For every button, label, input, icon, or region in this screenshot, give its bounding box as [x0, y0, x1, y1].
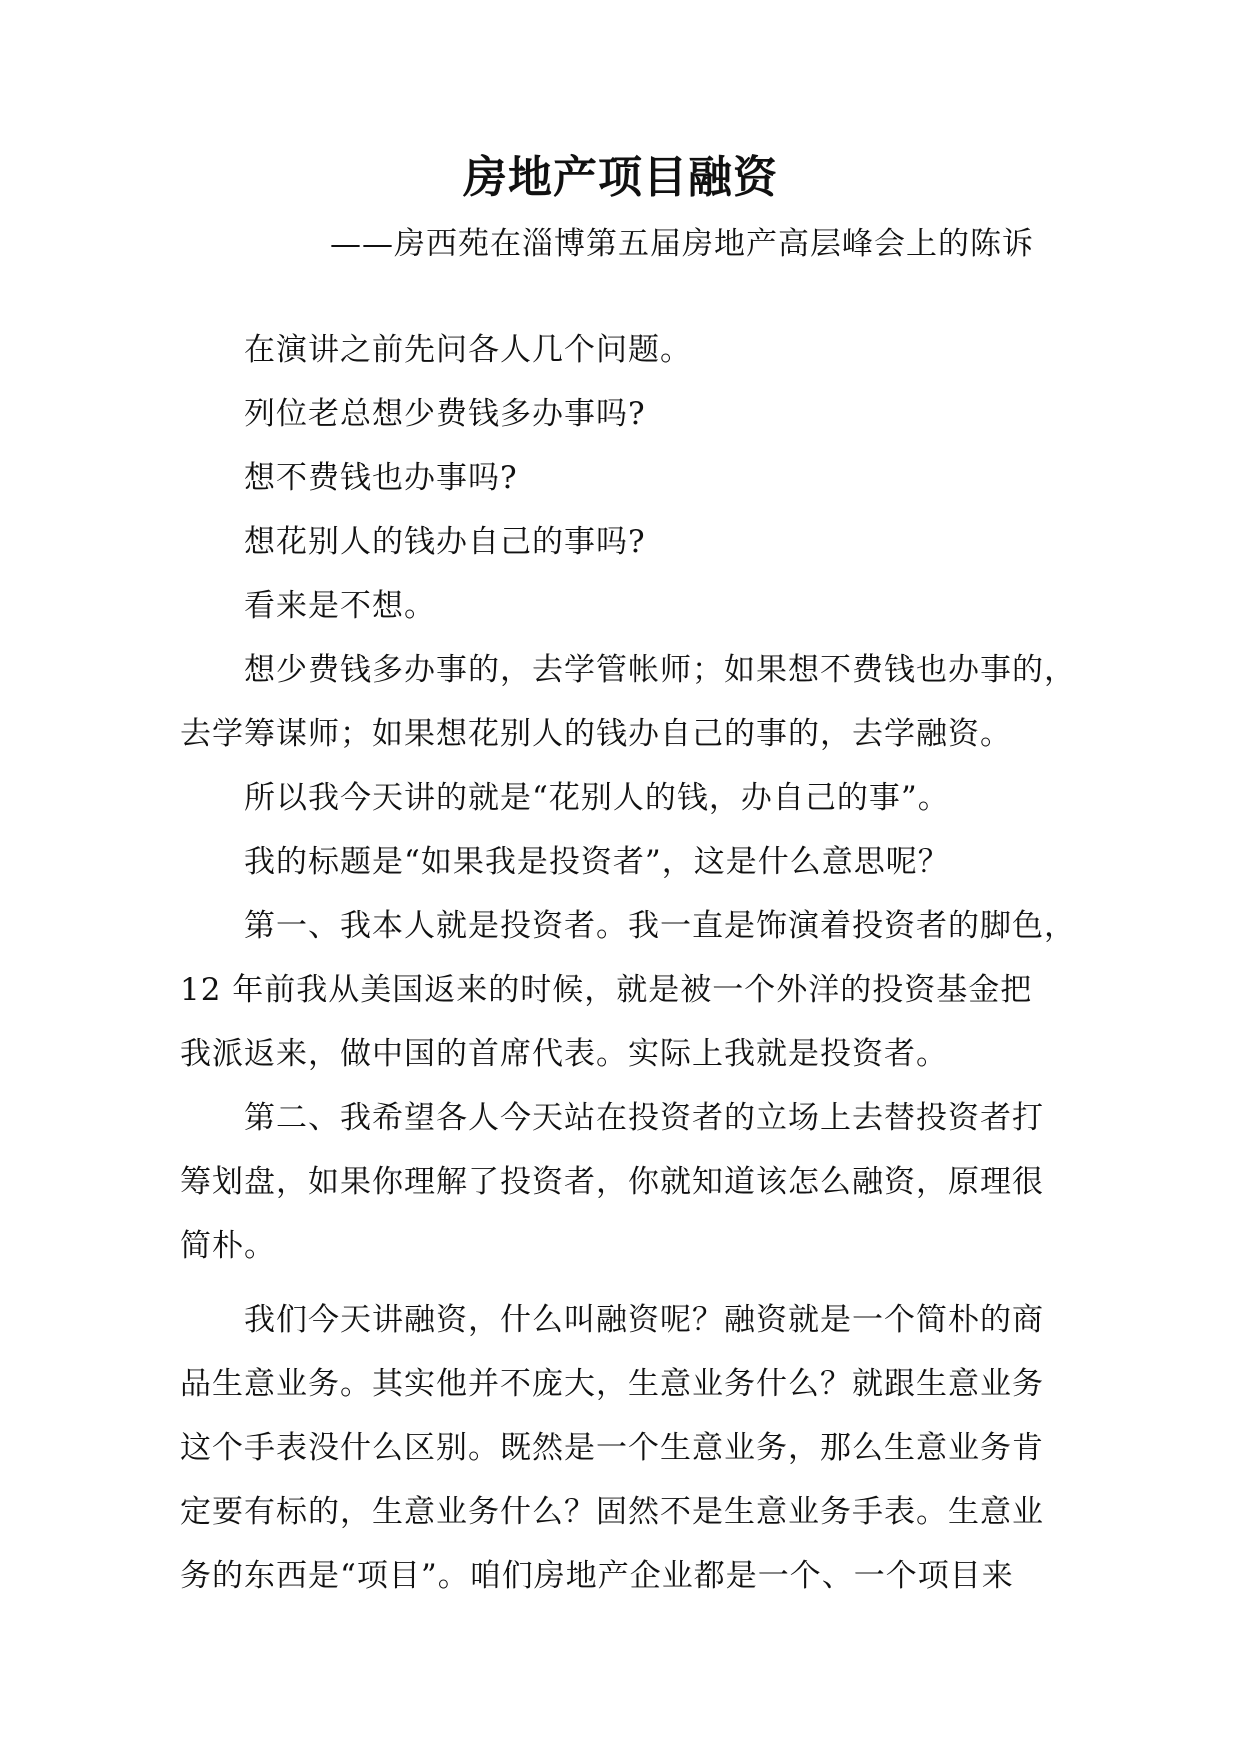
- document-body: [180, 318, 1090, 1608]
- paragraph: 想花别人的钱办自己的事吗?: [244, 524, 646, 560]
- document-title: 房地产项目融资: [463, 152, 778, 203]
- paragraph: 第二、我希望各人今天站在投资者的立场上去替投资者打 筹划盘，如果你理解了投资者，你就知道该怎么融资，原理很 简朴。: [180, 1100, 1044, 1264]
- paragraph: 想少费钱多办事的，去学管帐师；如果想不费钱也办事的， 去学筹谋师；如果想花别人的钱办自己的事的，去学融资。: [180, 652, 1076, 752]
- document-subtitle: ——房西苑在淄博第五届房地产高层峰会上的陈诉: [330, 226, 1034, 262]
- paragraph: 看来是不想。: [244, 588, 436, 624]
- paragraph: 想不费钱也办事吗?: [244, 460, 518, 496]
- paragraph: 所以我今天讲的就是“花别人的钱，办自己的事”。: [244, 780, 950, 816]
- paragraph: 我的标题是“如果我是投资者”，这是什么意思呢？: [244, 844, 950, 880]
- paragraph: 我们今天讲融资，什么叫融资呢？融资就是一个简朴的商 品生意业务。其实他并不庞大，生意业务什么？就跟生意业务 这个手表没什么区别。既然是一个生意业务，那么生意业务肯 定要有标的，生意业务什么？固然不是生意业务手表。生意业 务的东西是“项目”。咱们房地产企业都是一个、一个项目来: [180, 1302, 1044, 1594]
- paragraph: 第一、我本人就是投资者。我一直是饰演着投资者的脚色， 12 年前我从美国返来的时候，就是被一个外洋的投资基金把 我派返来，做中国的首席代表。实际上我就是投资者。: [180, 908, 1076, 1072]
- paragraph: 列位老总想少费钱多办事吗?: [244, 396, 646, 432]
- paragraph: 在演讲之前先问各人几个问题。: [244, 332, 692, 368]
